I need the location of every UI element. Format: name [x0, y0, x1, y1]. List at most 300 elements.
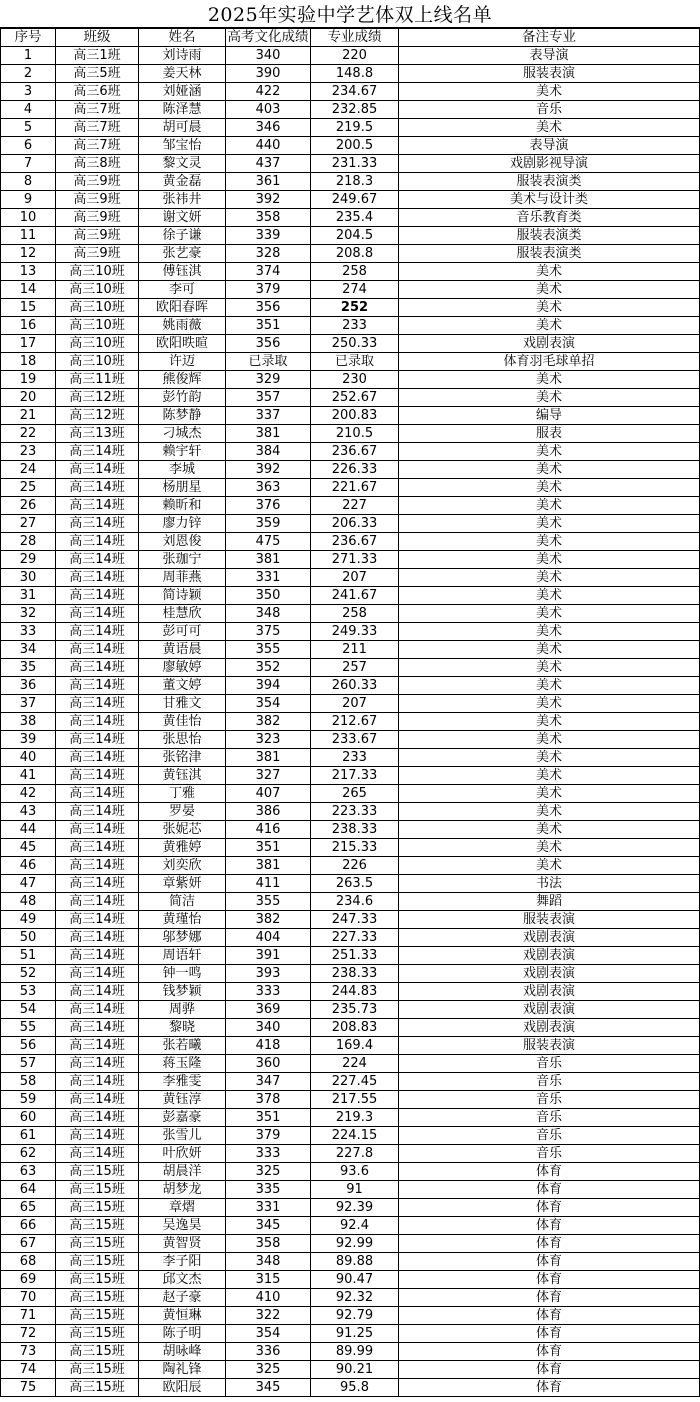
cell-major-score: 241.67 [311, 587, 399, 605]
cell-name: 张珈宁 [139, 551, 226, 569]
cell-major-note: 编导 [399, 407, 700, 425]
table-row [1, 749, 700, 767]
cell-major-note: 服装表演类 [399, 227, 700, 245]
cell-name: 黄语晨 [139, 641, 226, 659]
cell-name: 张铭津 [139, 749, 226, 767]
cell-major-score: 219.5 [311, 119, 399, 137]
table-row [1, 83, 700, 101]
sheet-title: 2025年实验中学艺体双上线名单 [0, 0, 700, 28]
cell-class: 高三14班 [56, 533, 139, 551]
cell-major-score: 92.39 [311, 1199, 399, 1217]
cell-index: 12 [1, 245, 56, 263]
cell-index: 22 [1, 425, 56, 443]
cell-culture-score: 348 [226, 1253, 311, 1271]
cell-name: 吴逸昊 [139, 1217, 226, 1235]
cell-name: 徐子谦 [139, 227, 226, 245]
header-row [1, 29, 700, 47]
cell-culture-score: 422 [226, 83, 311, 101]
cell-index: 7 [1, 155, 56, 173]
cell-major-note: 美术 [399, 569, 700, 587]
cell-major-note: 音乐 [399, 101, 700, 119]
cell-culture-score: 322 [226, 1307, 311, 1325]
cell-class: 高三14班 [56, 695, 139, 713]
cell-name: 熊俊辉 [139, 371, 226, 389]
cell-index: 31 [1, 587, 56, 605]
table-row [1, 1127, 700, 1145]
cell-major-note: 戏剧表演 [399, 335, 700, 353]
cell-class: 高三14班 [56, 569, 139, 587]
cell-name: 胡晨洋 [139, 1163, 226, 1181]
cell-class: 高三9班 [56, 227, 139, 245]
cell-name: 桂慧欣 [139, 605, 226, 623]
cell-name: 邬梦娜 [139, 929, 226, 947]
cell-major-note: 美术 [399, 83, 700, 101]
table-row [1, 857, 700, 875]
cell-major-score: 250.33 [311, 335, 399, 353]
cell-major-score: 219.3 [311, 1109, 399, 1127]
cell-class: 高三10班 [56, 353, 139, 371]
cell-major-score: 265 [311, 785, 399, 803]
table-row [1, 317, 700, 335]
cell-class: 高三15班 [56, 1325, 139, 1343]
cell-name: 黄瑾怡 [139, 911, 226, 929]
cell-index: 46 [1, 857, 56, 875]
cell-name: 傅钰淇 [139, 263, 226, 281]
cell-culture-score: 404 [226, 929, 311, 947]
cell-culture-score: 351 [226, 317, 311, 335]
cell-major-note: 美术 [399, 533, 700, 551]
cell-culture-score: 418 [226, 1037, 311, 1055]
cell-name: 周菲燕 [139, 569, 226, 587]
cell-major-score: 251.33 [311, 947, 399, 965]
cell-culture-score: 382 [226, 911, 311, 929]
table-row [1, 461, 700, 479]
cell-culture-score: 333 [226, 1145, 311, 1163]
table-row [1, 443, 700, 461]
table-row [1, 101, 700, 119]
cell-major-note: 美术 [399, 713, 700, 731]
cell-culture-score: 381 [226, 551, 311, 569]
header-name: 姓名 [139, 29, 226, 47]
cell-class: 高三14班 [56, 641, 139, 659]
table-row [1, 479, 700, 497]
cell-name: 甘雅文 [139, 695, 226, 713]
cell-major-score: 212.67 [311, 713, 399, 731]
cell-culture-score: 329 [226, 371, 311, 389]
cell-index: 69 [1, 1271, 56, 1289]
table-row [1, 1181, 700, 1199]
cell-index: 36 [1, 677, 56, 695]
cell-index: 23 [1, 443, 56, 461]
table-row [1, 695, 700, 713]
table-row [1, 677, 700, 695]
cell-name: 黄佳怡 [139, 713, 226, 731]
table-row [1, 587, 700, 605]
cell-class: 高三13班 [56, 425, 139, 443]
cell-index: 73 [1, 1343, 56, 1361]
cell-major-score: 233 [311, 317, 399, 335]
cell-major-score: 91.25 [311, 1325, 399, 1343]
cell-major-note: 体育 [399, 1163, 700, 1181]
cell-major-score: 220 [311, 47, 399, 65]
cell-major-note: 美术 [399, 119, 700, 137]
cell-major-note: 戏剧表演 [399, 983, 700, 1001]
cell-class: 高三14班 [56, 875, 139, 893]
cell-major-note: 美术 [399, 515, 700, 533]
cell-culture-score: 411 [226, 875, 311, 893]
cell-class: 高三14班 [56, 497, 139, 515]
cell-culture-score: 已录取 [226, 353, 311, 371]
cell-index: 32 [1, 605, 56, 623]
cell-culture-score: 416 [226, 821, 311, 839]
table-row [1, 641, 700, 659]
table-row [1, 893, 700, 911]
cell-culture-score: 394 [226, 677, 311, 695]
table-row [1, 1217, 700, 1235]
cell-index: 71 [1, 1307, 56, 1325]
cell-name: 胡梦龙 [139, 1181, 226, 1199]
table-row [1, 839, 700, 857]
cell-major-score: 217.55 [311, 1091, 399, 1109]
cell-major-score: 224 [311, 1055, 399, 1073]
cell-index: 13 [1, 263, 56, 281]
cell-index: 29 [1, 551, 56, 569]
cell-culture-score: 348 [226, 605, 311, 623]
cell-major-note: 美术 [399, 641, 700, 659]
cell-class: 高三14班 [56, 839, 139, 857]
cell-class: 高三14班 [56, 767, 139, 785]
cell-major-note: 美术 [399, 623, 700, 641]
cell-name: 胡咏峰 [139, 1343, 226, 1361]
cell-index: 28 [1, 533, 56, 551]
cell-name: 彭可可 [139, 623, 226, 641]
cell-index: 60 [1, 1109, 56, 1127]
cell-name: 李子阳 [139, 1253, 226, 1271]
cell-culture-score: 410 [226, 1289, 311, 1307]
cell-name: 刘诗雨 [139, 47, 226, 65]
table-row [1, 1343, 700, 1361]
cell-class: 高三12班 [56, 407, 139, 425]
table-row [1, 785, 700, 803]
cell-index: 25 [1, 479, 56, 497]
cell-culture-score: 375 [226, 623, 311, 641]
cell-class: 高三14班 [56, 605, 139, 623]
cell-culture-score: 475 [226, 533, 311, 551]
cell-class: 高三14班 [56, 1037, 139, 1055]
cell-major-score: 已录取 [311, 353, 399, 371]
cell-name: 欧阳辰 [139, 1379, 226, 1397]
cell-class: 高三9班 [56, 191, 139, 209]
cell-culture-score: 381 [226, 857, 311, 875]
cell-major-score: 234.67 [311, 83, 399, 101]
cell-major-score: 263.5 [311, 875, 399, 893]
table-row [1, 497, 700, 515]
cell-name: 张艺豪 [139, 245, 226, 263]
cell-index: 59 [1, 1091, 56, 1109]
cell-class: 高三14班 [56, 587, 139, 605]
table-row [1, 47, 700, 65]
cell-index: 74 [1, 1361, 56, 1379]
cell-index: 37 [1, 695, 56, 713]
cell-class: 高三14班 [56, 1127, 139, 1145]
cell-major-note: 舞蹈 [399, 893, 700, 911]
cell-name: 邹宝怡 [139, 137, 226, 155]
cell-index: 20 [1, 389, 56, 407]
table-row [1, 1307, 700, 1325]
cell-index: 5 [1, 119, 56, 137]
cell-class: 高三10班 [56, 299, 139, 317]
header-class: 班级 [56, 29, 139, 47]
cell-name: 蒋玉隆 [139, 1055, 226, 1073]
cell-index: 44 [1, 821, 56, 839]
cell-index: 35 [1, 659, 56, 677]
cell-index: 67 [1, 1235, 56, 1253]
cell-name: 黎文灵 [139, 155, 226, 173]
table-row [1, 1163, 700, 1181]
cell-major-note: 体育羽毛球单招 [399, 353, 700, 371]
table-row [1, 929, 700, 947]
cell-name: 赵子豪 [139, 1289, 226, 1307]
cell-major-note: 服装表演 [399, 911, 700, 929]
cell-culture-score: 393 [226, 965, 311, 983]
cell-index: 47 [1, 875, 56, 893]
cell-major-score: 235.73 [311, 1001, 399, 1019]
cell-index: 17 [1, 335, 56, 353]
table-row [1, 1361, 700, 1379]
table-row [1, 911, 700, 929]
cell-major-note: 美术 [399, 821, 700, 839]
cell-culture-score: 356 [226, 299, 311, 317]
cell-culture-score: 390 [226, 65, 311, 83]
table-row [1, 1271, 700, 1289]
cell-culture-score: 363 [226, 479, 311, 497]
cell-major-score: 92.79 [311, 1307, 399, 1325]
cell-culture-score: 381 [226, 425, 311, 443]
cell-major-score: 207 [311, 695, 399, 713]
cell-class: 高三14班 [56, 803, 139, 821]
cell-index: 9 [1, 191, 56, 209]
cell-culture-score: 333 [226, 983, 311, 1001]
cell-major-score: 274 [311, 281, 399, 299]
cell-name: 董文婷 [139, 677, 226, 695]
cell-name: 黄金磊 [139, 173, 226, 191]
cell-major-score: 208.83 [311, 1019, 399, 1037]
cell-name: 叶欣妍 [139, 1145, 226, 1163]
cell-major-note: 戏剧表演 [399, 929, 700, 947]
cell-major-note: 美术 [399, 695, 700, 713]
table-row [1, 1037, 700, 1055]
cell-name: 许迈 [139, 353, 226, 371]
cell-major-note: 美术 [399, 479, 700, 497]
table-row [1, 299, 700, 317]
cell-culture-score: 407 [226, 785, 311, 803]
cell-index: 21 [1, 407, 56, 425]
cell-name: 钟一鸣 [139, 965, 226, 983]
cell-index: 72 [1, 1325, 56, 1343]
cell-culture-score: 357 [226, 389, 311, 407]
cell-major-score: 231.33 [311, 155, 399, 173]
cell-major-note: 音乐 [399, 1055, 700, 1073]
table-row [1, 713, 700, 731]
cell-name: 丁雅 [139, 785, 226, 803]
cell-culture-score: 328 [226, 245, 311, 263]
cell-culture-score: 315 [226, 1271, 311, 1289]
cell-class: 高三15班 [56, 1307, 139, 1325]
cell-major-score: 210.5 [311, 425, 399, 443]
cell-class: 高三15班 [56, 1343, 139, 1361]
cell-class: 高三14班 [56, 1001, 139, 1019]
cell-major-score: 226.33 [311, 461, 399, 479]
table-row [1, 281, 700, 299]
cell-major-score: 247.33 [311, 911, 399, 929]
cell-culture-score: 340 [226, 1019, 311, 1037]
table-row [1, 119, 700, 137]
cell-major-score: 236.67 [311, 533, 399, 551]
cell-major-note: 体育 [399, 1307, 700, 1325]
table-row [1, 659, 700, 677]
cell-class: 高三14班 [56, 1109, 139, 1127]
cell-index: 33 [1, 623, 56, 641]
cell-major-note: 美术 [399, 749, 700, 767]
cell-major-note: 服装表演 [399, 65, 700, 83]
cell-index: 2 [1, 65, 56, 83]
table-row [1, 407, 700, 425]
cell-name: 张妮芯 [139, 821, 226, 839]
table-row [1, 533, 700, 551]
cell-culture-score: 355 [226, 893, 311, 911]
cell-class: 高三11班 [56, 371, 139, 389]
table-row [1, 623, 700, 641]
cell-name: 廖敏婷 [139, 659, 226, 677]
cell-name: 周语轩 [139, 947, 226, 965]
cell-major-score: 207 [311, 569, 399, 587]
cell-major-note: 服表 [399, 425, 700, 443]
table-row [1, 1001, 700, 1019]
cell-culture-score: 359 [226, 515, 311, 533]
cell-index: 24 [1, 461, 56, 479]
cell-class: 高三14班 [56, 1091, 139, 1109]
header-culture-score: 高考文化成绩 [227, 29, 309, 45]
table-row [1, 245, 700, 263]
cell-class: 高三9班 [56, 209, 139, 227]
table-row [1, 137, 700, 155]
cell-class: 高三10班 [56, 263, 139, 281]
cell-culture-score: 355 [226, 641, 311, 659]
cell-name: 刁城杰 [139, 425, 226, 443]
cell-culture-score: 392 [226, 461, 311, 479]
cell-index: 45 [1, 839, 56, 857]
cell-culture-score: 331 [226, 1199, 311, 1217]
cell-major-score: 271.33 [311, 551, 399, 569]
cell-culture-score: 350 [226, 587, 311, 605]
cell-class: 高三14班 [56, 1055, 139, 1073]
cell-major-note: 戏剧表演 [399, 947, 700, 965]
cell-major-score: 204.5 [311, 227, 399, 245]
cell-index: 18 [1, 353, 56, 371]
cell-major-note: 美术 [399, 263, 700, 281]
cell-class: 高三10班 [56, 335, 139, 353]
cell-name: 欧阳春晖 [139, 299, 226, 317]
cell-class: 高三7班 [56, 137, 139, 155]
cell-major-note: 音乐 [399, 1145, 700, 1163]
table-row [1, 389, 700, 407]
cell-major-note: 美术 [399, 317, 700, 335]
cell-class: 高三14班 [56, 551, 139, 569]
cell-major-score: 89.99 [311, 1343, 399, 1361]
table-row [1, 1073, 700, 1091]
cell-name: 黄恒琳 [139, 1307, 226, 1325]
cell-name: 赖宇轩 [139, 443, 226, 461]
cell-major-score: 223.33 [311, 803, 399, 821]
cell-name: 陈子明 [139, 1325, 226, 1343]
cell-name: 张若曦 [139, 1037, 226, 1055]
cell-major-note: 表导演 [399, 137, 700, 155]
cell-name: 邱文杰 [139, 1271, 226, 1289]
table-row [1, 1091, 700, 1109]
cell-major-note: 美术 [399, 839, 700, 857]
cell-index: 30 [1, 569, 56, 587]
cell-culture-score: 376 [226, 497, 311, 515]
table-row [1, 1379, 700, 1397]
cell-name: 谢文妍 [139, 209, 226, 227]
cell-major-note: 戏剧表演 [399, 1019, 700, 1037]
cell-class: 高三6班 [56, 83, 139, 101]
table-row [1, 983, 700, 1001]
cell-major-note: 体育 [399, 1253, 700, 1271]
cell-class: 高三14班 [56, 857, 139, 875]
cell-index: 51 [1, 947, 56, 965]
cell-index: 38 [1, 713, 56, 731]
cell-name: 刘恩俊 [139, 533, 226, 551]
cell-major-score: 257 [311, 659, 399, 677]
table-row [1, 767, 700, 785]
cell-major-score: 217.33 [311, 767, 399, 785]
cell-index: 75 [1, 1379, 56, 1397]
cell-major-note: 美术 [399, 803, 700, 821]
cell-major-score: 218.3 [311, 173, 399, 191]
cell-major-score: 200.83 [311, 407, 399, 425]
table-row [1, 1109, 700, 1127]
table-row [1, 209, 700, 227]
cell-major-score: 258 [311, 263, 399, 281]
cell-major-note: 美术 [399, 497, 700, 515]
cell-name: 杨朋星 [139, 479, 226, 497]
cell-name: 李可 [139, 281, 226, 299]
cell-index: 63 [1, 1163, 56, 1181]
cell-class: 高三15班 [56, 1253, 139, 1271]
cell-culture-score: 354 [226, 695, 311, 713]
cell-index: 64 [1, 1181, 56, 1199]
cell-major-note: 美术 [399, 857, 700, 875]
cell-class: 高三14班 [56, 929, 139, 947]
cell-index: 40 [1, 749, 56, 767]
table-row [1, 263, 700, 281]
cell-major-note: 服装表演类 [399, 245, 700, 263]
cell-class: 高三14班 [56, 1073, 139, 1091]
cell-major-score: 227.33 [311, 929, 399, 947]
cell-major-score: 148.8 [311, 65, 399, 83]
cell-major-note: 体育 [399, 1343, 700, 1361]
cell-culture-score: 391 [226, 947, 311, 965]
cell-culture-score: 351 [226, 1109, 311, 1127]
cell-class: 高三14班 [56, 623, 139, 641]
cell-name: 刘奕欣 [139, 857, 226, 875]
cell-index: 14 [1, 281, 56, 299]
cell-name: 黄钰淳 [139, 1091, 226, 1109]
cell-class: 高三7班 [56, 101, 139, 119]
cell-class: 高三14班 [56, 443, 139, 461]
cell-major-note: 表导演 [399, 47, 700, 65]
